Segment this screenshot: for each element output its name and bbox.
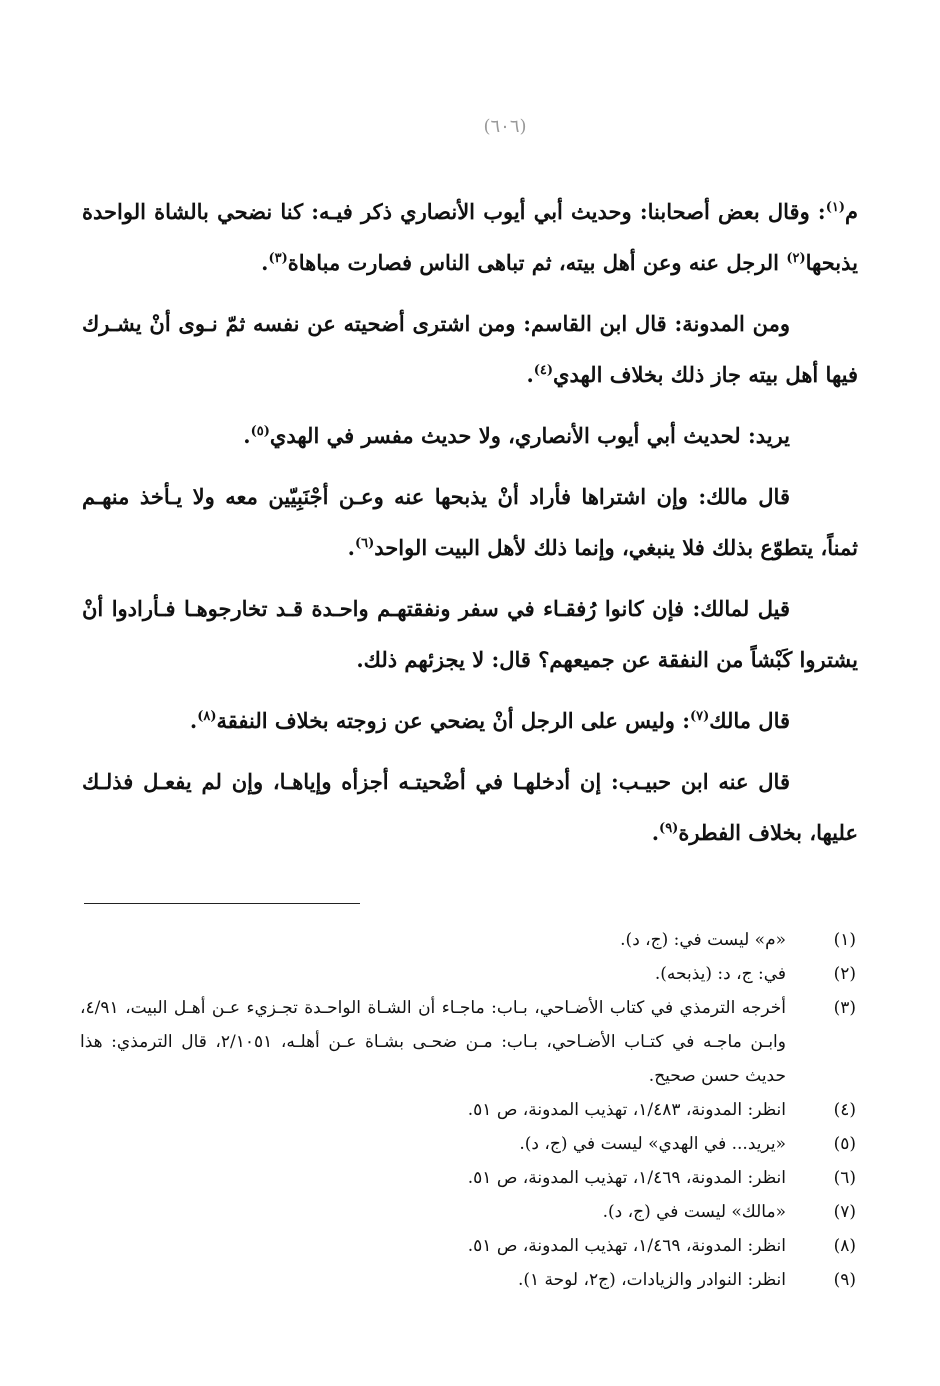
paragraph-text: قيل لمالك: فإن كانوا رُفقـاء في سفر ونفقتهـم واحـدة قـد تخارجوهـا فـأرادوا أنْ يشتروا كَبْشاً من النفقة عن جميعهم؟ قال: لا يجزئهم ذلك. <box>82 596 858 672</box>
footnote-text: انظر: المدونة، ١/٤٦٩، تهذيب المدونة، ص ٥١. <box>467 1236 786 1256</box>
footnote-marker: (٤) <box>533 363 554 378</box>
paragraph-text: . <box>261 250 269 275</box>
paragraph-text: قال عنه ابن حبيـب: إن أدخلهـا في أضْحيتـه أجزأه وإياهـا، وإن لم يفعـل فذلـك عليها، بخلاف الفطرة <box>82 769 858 845</box>
footnote-marker: (٢) <box>786 251 806 266</box>
paragraph <box>82 298 858 400</box>
footnote-number: (٧) <box>833 1202 856 1222</box>
paragraph <box>82 471 858 573</box>
paragraph-text: . <box>243 423 251 448</box>
footnote-number: (٨) <box>833 1236 856 1256</box>
paragraph <box>82 186 858 288</box>
footnote-number: (٢) <box>833 964 856 984</box>
paragraph-text: . <box>189 708 198 733</box>
paragraph-text: . <box>651 820 660 845</box>
footnote-item <box>80 1161 856 1195</box>
footnote-number: (٩) <box>833 1270 856 1290</box>
footnote-item <box>80 1229 856 1263</box>
footnote-item <box>80 1263 856 1297</box>
footnote-marker: (٩) <box>659 821 679 836</box>
footnote-marker: (٨) <box>197 709 217 724</box>
footnote-marker: (٦) <box>354 536 375 551</box>
footnote-text: في: ج، د: (يذبحه). <box>654 964 786 984</box>
paragraph-text: : وليس على الرجل أنْ يضحي عن زوجته بخلاف النفقة <box>216 708 690 733</box>
footnote-text: «مالك» ليست في (ج، د). <box>602 1202 786 1222</box>
footnote-item <box>80 923 856 957</box>
paragraph-text: . <box>347 535 355 560</box>
footnote-number: (٤) <box>833 1100 856 1120</box>
footnote-item <box>80 1195 856 1229</box>
paragraph-text: الرجل عنه وعن أهل بيته، ثم تباهى الناس فصارت مباهاة <box>287 250 787 275</box>
footnote-marker: (٥) <box>250 424 270 439</box>
paragraph <box>82 410 858 461</box>
footnote-text: «يريد... في الهدي» ليست في (ج، د). <box>519 1134 786 1154</box>
paragraph <box>82 756 858 858</box>
footnote-text: انظر: النوادر والزيادات، (ج٢، لوحة ١). <box>517 1270 786 1290</box>
footnote-marker: (١) <box>825 200 845 215</box>
paragraph <box>82 583 858 685</box>
footnote-number: (٦) <box>833 1168 856 1188</box>
footnote-text: «م» ليست في: (ج، د). <box>620 930 786 950</box>
main-text <box>82 186 858 868</box>
paragraph-text: . <box>526 362 534 387</box>
footnotes <box>80 923 856 1297</box>
page-number: (٦٠٦) <box>483 116 527 137</box>
footnote-item <box>80 957 856 991</box>
footnote-text: انظر: المدونة، ١/٤٨٣، تهذيب المدونة، ص ٥١. <box>467 1100 786 1120</box>
footnote-item <box>80 1127 856 1161</box>
paragraph-text: قال مالك <box>709 708 790 733</box>
footnote-number: (٥) <box>833 1134 856 1154</box>
paragraph-text: ومن المدونة: قال ابن القاسم: ومن اشترى أضحيته عن نفسه ثمّ نـوى أنْ يشـرك فيها أهل بيته جاز ذلك بخلاف الهدي <box>82 311 858 387</box>
footnote-text: انظر: المدونة، ١/٤٦٩، تهذيب المدونة، ص ٥١. <box>467 1168 786 1188</box>
footnote-number: (٣) <box>833 998 856 1018</box>
paragraph-text: يريد: لحديث أبي أيوب الأنصاري، ولا حديث مفسر في الهدي <box>269 423 790 448</box>
footnote-text: أخرجه الترمذي في كتاب الأضـاحي، بـاب: ماجـاء أن الشـاة الواحـدة تجـزيء عـن أهـل البيت، ٤/٩١، وابـن ماجـه في كتـاب الأضـاحي، بـاب: مـن ضحـى بشـاة عـن أهلـه، ٢/١٠٥١، قال الترمذي: هذا حديث حسن صحيح. <box>80 998 786 1086</box>
paragraph <box>82 695 858 746</box>
footnote-number: (١) <box>833 930 856 950</box>
paragraph-text: : وقال بعض أصحابنا: وحديث أبي أيوب الأنصاري ذكر فيـه: كنا نضحي بالشاة الواحدة يذبحها <box>82 199 858 275</box>
footnote-separator <box>84 903 360 904</box>
footnote-item <box>80 1093 856 1127</box>
footnote-marker: (٧) <box>689 709 710 724</box>
paragraph-text: قال مالك: وإن اشتراها فأراد أنْ يذبحها عنه وعـن أجْنَبِيّين معه ولا يـأخذ منهـم ثمناً، يتطوّع بذلك فلا ينبغي، وإنما ذلك لأهل البيت الواحد <box>82 484 858 560</box>
paragraph-text: م <box>844 199 858 224</box>
footnote-marker: (٣) <box>268 251 288 266</box>
footnote-item <box>80 991 856 1093</box>
